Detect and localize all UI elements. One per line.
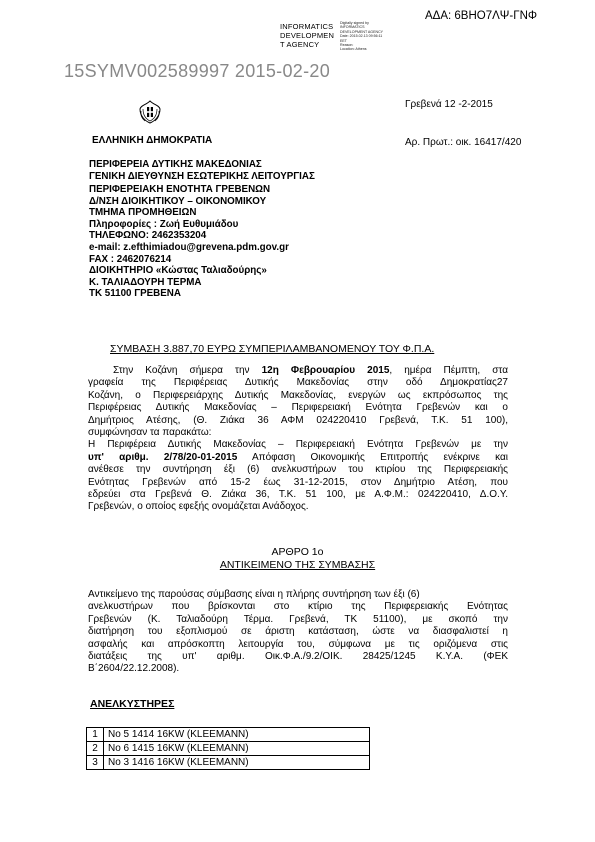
contract-intro-paragraph xyxy=(88,365,508,514)
para-line: υπ' αριθμ. 2/78/20-01-2015 Απόφαση Οικονομικής Επιτροπής ενέκρινε και xyxy=(88,451,508,463)
ada-code: ΑΔΑ: 6ΒΗΟ7ΛΨ-ΓΝΦ xyxy=(425,10,538,22)
signature-line: Reason: xyxy=(340,43,354,48)
signing-agency xyxy=(280,22,334,49)
para-line: Αντικείμενο της παρούσας σύμβασης είναι η πλήρης συντήρηση των έξι (6) xyxy=(88,589,420,600)
directorate-name: ΓΕΝΙΚΗ ΔΙΕΥΘΥΝΣΗ ΕΣΩΤΕΡΙΚΗΣ ΛΕΙΤΟΥΡΓΙΑΣ xyxy=(89,171,315,182)
elevator-description: Νο 3 1416 16KW (KLEEMANN) xyxy=(104,756,370,770)
region-heading xyxy=(89,159,315,183)
elevator-description: Νο 5 1414 16KW (KLEEMANN) xyxy=(104,728,370,742)
row-number: 3 xyxy=(87,756,104,770)
agency-line: DEVELOPMEN xyxy=(280,31,335,40)
row-number: 1 xyxy=(87,728,104,742)
signature-line: Location: Athens xyxy=(340,47,367,52)
sender-line: Κ. ΤΑΛΙΑΔΟΥΡΗ ΤΕΡΜΑ xyxy=(89,276,202,288)
para-line: Η Περιφέρεια Δυτικής Μακεδονίας – Περιφερειακή Ενότητα Γρεβενών με την xyxy=(88,439,508,451)
signature-line: DEVELOPMENT AGENCY xyxy=(340,29,384,34)
para-line: διατήρηση του εξοπλισμού σε άριστη κατάσταση, ώστε να διασφαλιστεί η xyxy=(88,626,508,638)
signature-line: Digitally signed by xyxy=(340,21,369,25)
para-line: Περιφέρειας Δυτικής Μακεδονίας – Περιφερειακή Ενότητα Γρεβενών και ο xyxy=(88,402,508,414)
para-line: Ενότητας Γρεβενών από 15-2 έως 31-12-2015, στον Δημήτριο Ατέση, που xyxy=(88,476,508,488)
table-row xyxy=(87,728,370,742)
table-row xyxy=(87,756,370,770)
region-name: ΠΕΡΙΦΕΡΕΙΑ ΔΥΤΙΚΗΣ ΜΑΚΕΔΟΝΙΑΣ xyxy=(89,159,262,170)
article-heading-text: ΑΝΤΙΚΕΙΜΕΝΟ ΤΗΣ ΣΥΜΒΑΣΗΣ xyxy=(219,559,376,571)
elevator-description: Νο 6 1415 16KW (KLEEMANN) xyxy=(104,742,370,756)
document-stamp: 15SYMV002589997 2015-02-20 xyxy=(64,61,331,81)
para-line: ανελκυστήρων που βρίσκονται στο κτίριο της Περιφερειακής Ενότητας xyxy=(88,601,508,613)
para-line: γραφεία της Περιφέρειας Δυτικής Μακεδονίας στην οδό Δημοκρατίας27 xyxy=(88,377,508,389)
table-row xyxy=(87,742,370,756)
para-line: συμφώνησαν τα παρακάτω: xyxy=(88,426,212,438)
para-line: Κοζάνη, ο Περιφερειάρχης Δυτικής Μακεδονίας, ενεργών ως εκπρόσωπος της xyxy=(88,389,508,401)
subject-paragraph xyxy=(88,589,508,676)
sender-line: ΠΕΡΙΦΕΡΕΙΑΚΗ ΕΝΟΤΗΤΑ ΓΡΕΒΕΝΩΝ xyxy=(89,184,271,195)
elevators-table xyxy=(86,727,370,770)
sender-line: Πληροφορίες : Ζωή Ευθυμιάδου xyxy=(89,218,239,230)
document-date: Γρεβενά 12 -2-2015 xyxy=(405,99,493,110)
elevators-heading: ΑΝΕΛΚΥΣΤΗΡΕΣ xyxy=(90,698,175,710)
greek-coat-of-arms-icon xyxy=(137,99,163,125)
sender-line: e-mail: z.efthimiadou@grevena.pdm.gov.gr xyxy=(89,241,289,253)
para-line: ασφαλής και απρόσκοπτη λειτουργία του, σύμφωνα με τις οριζόμενα στις xyxy=(88,638,508,650)
sender-line: FAX : 2462076214 xyxy=(89,253,172,265)
para-line: Γρεβενών, ο οποίος εφεξής ονομάζεται Ανάδοχος. xyxy=(88,501,309,513)
para-line: Στην Κοζάνη σήμερα την 12η Φεβρουαρίου 2015, ημέρα Πέμπτη, στα xyxy=(113,365,508,376)
agency-line: T AGENCY xyxy=(280,40,320,49)
republic-heading: ΕΛΛΗΝΙΚΗ ΔΗΜΟΚΡΑΤΙΑ xyxy=(92,135,213,146)
sender-line: ΤΗΛΕΦΩΝΟ: 2462353204 xyxy=(89,230,207,242)
signature-line: Date: 2015.02.13 09:56:11 xyxy=(340,34,383,39)
row-number: 2 xyxy=(87,742,104,756)
sender-details xyxy=(89,184,289,300)
para-line: Γρεβενών (Κ. Ταλιαδούρη Τέρμα. Γρεβενά, ΤΚ 51100), με σκοπό την xyxy=(88,613,508,625)
article-number: ΑΡΘΡΟ 1ο xyxy=(271,546,324,558)
agency-line: INFORMATICS xyxy=(280,22,334,31)
protocol-number: Αρ. Πρωτ.: οικ. 16417/420 xyxy=(405,137,522,148)
digital-signature-details xyxy=(340,21,410,52)
signature-line: EET xyxy=(340,38,347,43)
sender-line: ΔΙΟΙΚΗΤΗΡΙΟ «Κώστας Ταλιαδούρης» xyxy=(89,265,267,277)
sender-line: Δ/ΝΣΗ ΔΙΟΙΚΗΤΙΚΟΥ – ΟΙΚΟΝΟΜΙΚΟΥ xyxy=(89,195,267,207)
signature-line: INFORMATICS xyxy=(340,25,365,30)
para-line: εδρεύει στα Γρεβενά Θ. Ζιάκα 36, Τ.Κ. 51 100, με Α.Φ.Μ.: 024220410, Δ.Ο.Υ. xyxy=(88,488,508,500)
sender-line: ΤΜΗΜΑ ΠΡΟΜΗΘΕΙΩΝ xyxy=(89,207,197,219)
sender-line: ΤΚ 51100 ΓΡΕΒΕΝΑ xyxy=(89,288,181,300)
contract-title: ΣΥΜΒΑΣΗ 3.887,70 ΕΥΡΩ ΣΥΜΠΕΡΙΛΑΜΒΑΝΟΜΕΝΟΥ ΤΟΥ Φ.Π.Α. xyxy=(110,343,435,355)
para-line: ανέθεσε την συντήρηση έξι (6) ανελκυστήρων του κτιρίου της Περιφερειακής xyxy=(88,464,508,476)
para-line: διατάξεις της υπ' αριθμ. Οικ.Φ.Α./9.2/ΟΙΚ. 28425/1245 Κ.Υ.Α. (ΦΕΚ xyxy=(88,650,508,662)
para-line: Β΄2604/22.12.2008). xyxy=(88,663,180,675)
article-heading xyxy=(0,559,595,571)
para-line: Δημήτριος Ατέσης, (Θ. Ζιάκα 36 ΑΦΜ 024220410 Γρεβενά, Τ.Κ. 51 100), xyxy=(88,414,508,426)
